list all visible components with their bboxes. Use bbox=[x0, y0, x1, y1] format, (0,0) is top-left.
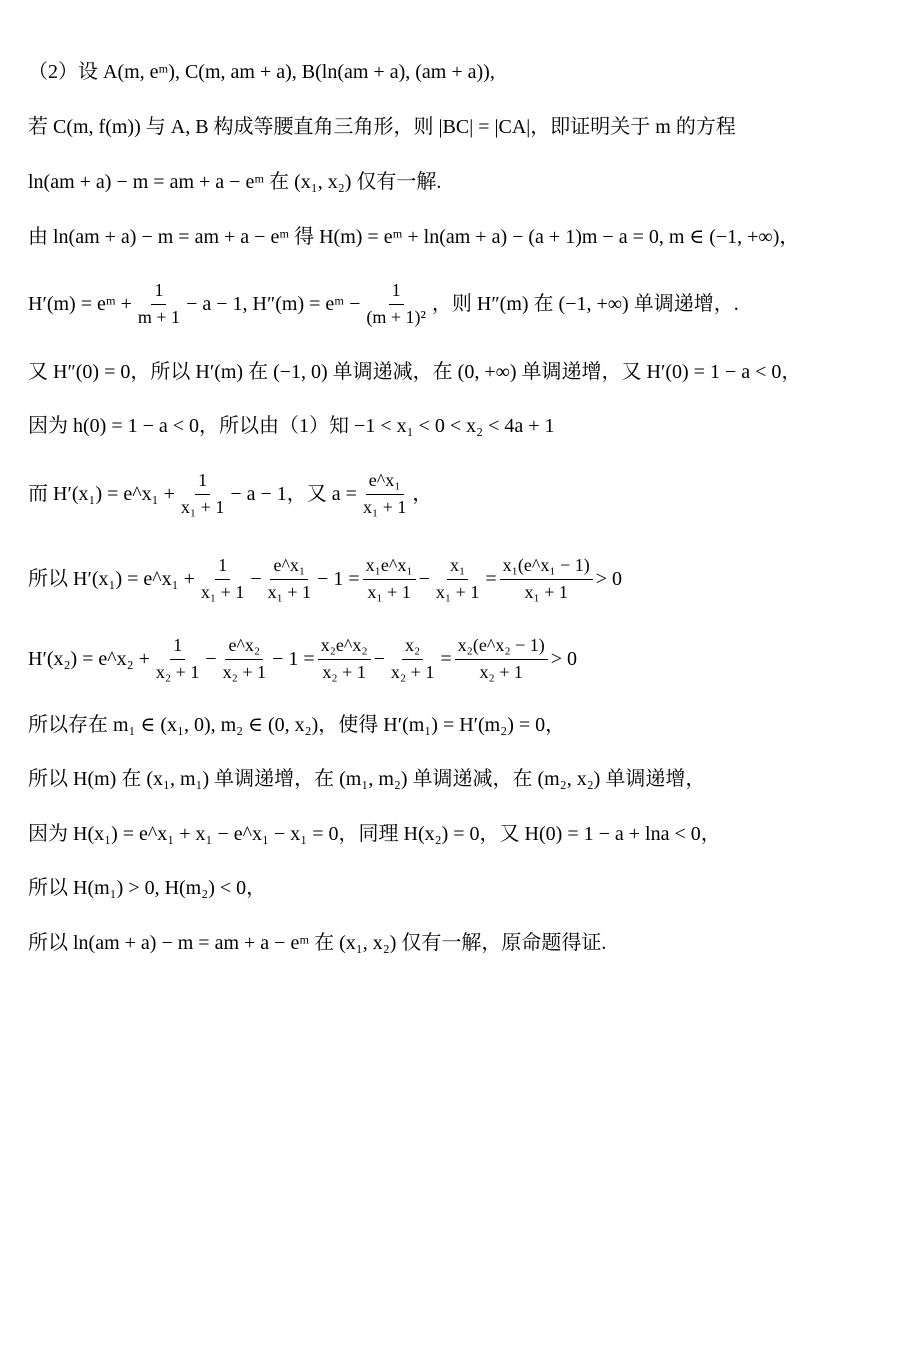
denominator: x₂ + 1 bbox=[390, 661, 435, 682]
text: 又 H″(0) = 0，所以 H′(m) 在 (−1, 0) 单调递减，在 (0, +∞) 单调递增，又 H′(0) = 1 − a < 0， bbox=[28, 361, 802, 383]
text: H′(x₂) = e^x₂ + bbox=[28, 648, 150, 671]
text: 若 C(m, f(m)) 与 A, B 构成等腰直角三角形，则 |BC| = |CA|，即证明关于 m 的方程 bbox=[28, 116, 736, 138]
numerator: e^x₂ bbox=[225, 635, 263, 660]
line-setup-points bbox=[28, 60, 880, 84]
line-H-signs bbox=[28, 876, 880, 900]
text: 因为 h(0) = 1 − a < 0，所以由（1）知 −1 < x₁ < 0 < x₂ < 4a + 1 bbox=[28, 415, 555, 437]
denominator: x₁ + 1 bbox=[524, 581, 568, 602]
fraction bbox=[265, 555, 314, 603]
text: （2）设 A(m, eᵐ), C(m, am + a), B(ln(am + a), (am + a)), bbox=[28, 61, 495, 83]
numerator: e^x₁ bbox=[270, 555, 308, 580]
fraction bbox=[388, 635, 437, 683]
numerator: x₁e^x₁ bbox=[363, 555, 416, 580]
numerator: e^x₁ bbox=[366, 470, 404, 495]
numerator: x₁(e^x₁ − 1) bbox=[500, 555, 593, 580]
numerator: x₂e^x₂ bbox=[318, 635, 371, 660]
numerator: x₁ bbox=[447, 555, 468, 580]
numerator: 1 bbox=[151, 280, 166, 305]
line-derivatives bbox=[28, 280, 880, 328]
line-H-prime-x2-positive bbox=[28, 635, 880, 683]
text: − a − 1，又 a = bbox=[230, 483, 357, 506]
denominator: x₂ + 1 bbox=[222, 661, 267, 682]
fraction bbox=[318, 635, 371, 683]
fraction bbox=[363, 280, 429, 328]
line-H-values bbox=[28, 822, 880, 846]
fraction bbox=[220, 635, 269, 683]
fraction bbox=[178, 470, 227, 518]
denominator: x₂ + 1 bbox=[155, 661, 200, 682]
line-conclusion bbox=[28, 931, 880, 955]
denominator: x₂ + 1 bbox=[322, 661, 366, 682]
numerator: x₂ bbox=[402, 635, 423, 660]
line-monotonicity-H-prime bbox=[28, 360, 880, 384]
text: > 0 bbox=[550, 648, 578, 671]
text: ln(am + a) − m = am + a − eᵐ 在 (x₁, x₂) 仅有一解. bbox=[28, 171, 442, 193]
text: > 0 bbox=[595, 568, 623, 591]
denominator: (m + 1)² bbox=[366, 306, 426, 327]
fraction bbox=[433, 555, 482, 603]
text: 所以存在 m₁ ∈ (x₁, 0), m₂ ∈ (0, x₂)，使得 H′(m₁) = H′(m₂) = 0， bbox=[28, 714, 566, 736]
text: 因为 H(x₁) = e^x₁ + x₁ − e^x₁ − x₁ = 0，同理 H(x₂) = 0，又 H(0) = 1 − a + lna < 0， bbox=[28, 823, 721, 845]
line-isosceles-condition bbox=[28, 115, 880, 139]
denominator: m + 1 bbox=[137, 306, 181, 327]
line-H-prime-x1-positive bbox=[28, 555, 880, 603]
denominator: x₁ + 1 bbox=[180, 496, 225, 517]
numerator: 1 bbox=[389, 280, 404, 305]
text: 所以 H′(x₁) = e^x₁ + bbox=[28, 568, 195, 591]
text: ，则 H″(m) 在 (−1, +∞) 单调递增，. bbox=[431, 293, 739, 316]
fraction bbox=[198, 555, 247, 603]
fraction bbox=[500, 555, 593, 603]
text: ， bbox=[412, 483, 433, 506]
text: = bbox=[485, 568, 497, 591]
numerator: 1 bbox=[215, 555, 230, 580]
denominator: x₁ + 1 bbox=[435, 581, 480, 602]
line-monotonicity-H bbox=[28, 767, 880, 791]
text: 而 H′(x₁) = e^x₁ + bbox=[28, 483, 175, 506]
text: − bbox=[373, 648, 385, 671]
text: − 1 = bbox=[317, 568, 360, 591]
text: 所以 ln(am + a) − m = am + a − eᵐ 在 (x₁, x₂) 仅有一解，原命题得证. bbox=[28, 932, 607, 954]
text: = bbox=[440, 648, 452, 671]
text: − bbox=[250, 568, 262, 591]
denominator: x₁ + 1 bbox=[362, 496, 407, 517]
numerator: x₂(e^x₂ − 1) bbox=[455, 635, 548, 660]
text: − a − 1, H″(m) = eᵐ − bbox=[186, 293, 361, 316]
numerator: 1 bbox=[170, 635, 185, 660]
fraction bbox=[455, 635, 548, 683]
text: − bbox=[418, 568, 430, 591]
line-H-prime-x1 bbox=[28, 470, 880, 518]
line-root-bounds bbox=[28, 414, 880, 438]
denominator: x₂ + 1 bbox=[479, 661, 523, 682]
line-existence-m1-m2 bbox=[28, 713, 880, 737]
text: − bbox=[205, 648, 217, 671]
text: 由 ln(am + a) − m = am + a − eᵐ 得 H(m) = eᵐ + ln(am + a) − (a + 1)m − a = 0, m ∈ (−1, +∞)， bbox=[28, 226, 800, 248]
line-define-H bbox=[28, 225, 880, 249]
fraction bbox=[135, 280, 183, 328]
text: − 1 = bbox=[272, 648, 315, 671]
text: 所以 H(m) 在 (x₁, m₁) 单调递增，在 (m₁, m₂) 单调递减，在 (m₂, x₂) 单调递增， bbox=[28, 768, 706, 790]
fraction bbox=[153, 635, 202, 683]
fraction bbox=[360, 470, 409, 518]
line-equation-statement bbox=[28, 170, 880, 194]
fraction bbox=[363, 555, 416, 603]
numerator: 1 bbox=[195, 470, 210, 495]
denominator: x₁ + 1 bbox=[367, 581, 411, 602]
denominator: x₁ + 1 bbox=[200, 581, 245, 602]
denominator: x₁ + 1 bbox=[267, 581, 312, 602]
text: H′(m) = eᵐ + bbox=[28, 293, 132, 316]
text: 所以 H(m₁) > 0, H(m₂) < 0， bbox=[28, 877, 267, 899]
